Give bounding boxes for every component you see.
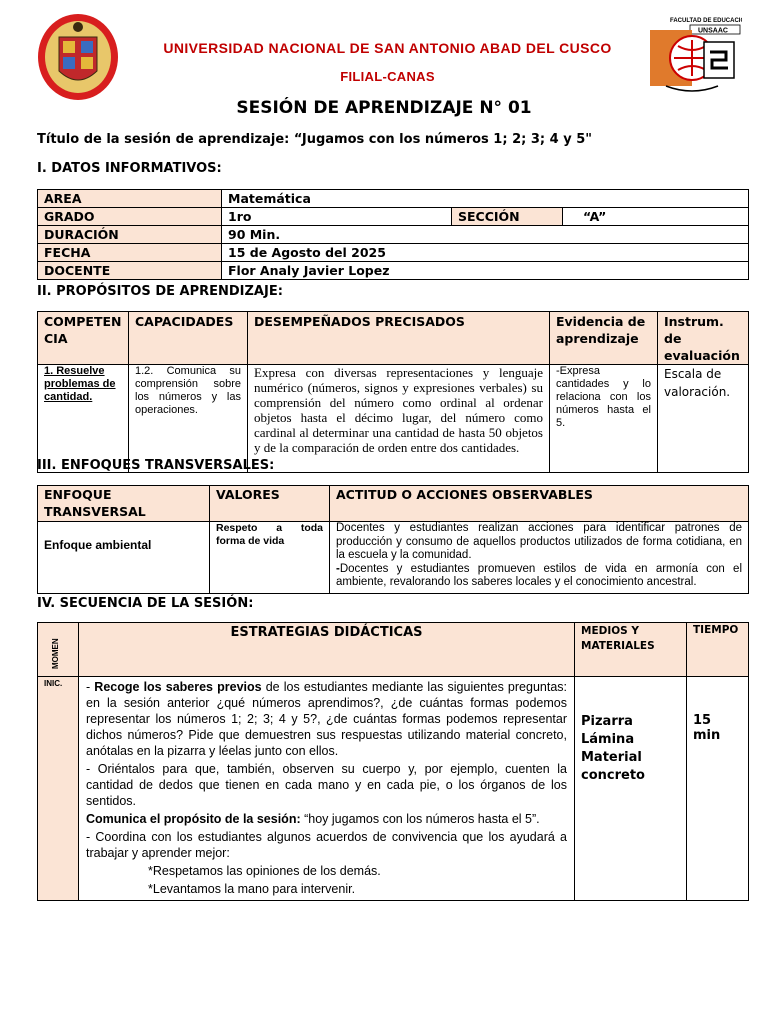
estrategias-cell xyxy=(79,677,575,901)
section-secuencia-heading: IV. SECUENCIA DE LA SESIÓN: xyxy=(37,596,254,611)
duracion-label: DURACIÓN xyxy=(38,226,222,244)
estrategia-text: de los estudiantes mediante las siguientes preguntas: en la sesión anterior ¿qué números aprendimos?, ¿de cuántas formas podemos representar los números 1; 2; 3; 4 y 5?, ¿de cuántas formas podemos representar dichos números? Pide que demuestren sus respuestas utilizando material concreto, anótalas en la pizarra y léelas junto con ellos. xyxy=(86,680,568,758)
tiempo-cell: 15 min xyxy=(687,677,749,901)
estrategia-bold: Recoge los saberes previos xyxy=(94,680,262,694)
desempeno-cell: Expresa con diversas representaciones y lenguaje numérico (números, signos y expresiones verbales) su comprensión del número como ordinal al ordenar objetos hasta el décimo lugar, del número como cardinal al determinar una cantidad de hasta 50 objetos y de la comparación de orden entre dos cantidades. xyxy=(248,365,550,473)
filial-name: FILIAL-CANAS xyxy=(340,69,435,84)
grado-label: GRADO xyxy=(38,208,222,226)
header-momento xyxy=(38,623,79,677)
section-propositos-heading: II. PROPÓSITOS DE APRENDIZAJE: xyxy=(37,284,283,299)
medios-cell xyxy=(575,677,687,901)
header-evidencia: Evidencia de aprendizaje xyxy=(550,312,658,365)
area-label: AREA xyxy=(38,190,222,208)
actitud-cell xyxy=(330,522,749,594)
unsaac-logo-text: UNSAAC xyxy=(698,27,728,35)
table-row xyxy=(38,522,749,594)
instrumento-cell: Escala de valoración. xyxy=(658,365,749,473)
table-row xyxy=(38,262,749,280)
session-title xyxy=(37,132,592,147)
table-header-row xyxy=(38,486,749,522)
medio-item: Pizarra xyxy=(581,714,633,729)
section-datos-heading: I. DATOS INFORMATIVOS: xyxy=(37,161,222,176)
seccion-value: “A” xyxy=(563,208,749,226)
header-competencia: COMPETEN CIA xyxy=(38,312,129,365)
header-actitud: ACTITUD O ACCIONES OBSERVABLES xyxy=(330,486,749,522)
actitud-text-1: Docentes y estudiantes realizan acciones para identificar patrones de producción y consumo de aquellos productos utilizados de forma cotidiana, en la escuela y la comunidad. xyxy=(336,522,742,561)
docente-value: Flor Analy Javier Lopez xyxy=(222,262,749,280)
header-capacidades: CAPACIDADES xyxy=(129,312,248,365)
estrategia-text: “hoy jugamos con los números hasta el 5”. xyxy=(300,812,540,826)
table-header-row xyxy=(38,623,749,677)
table-row xyxy=(38,365,749,473)
estrategia-paragraph-4: - Coordina con los estudiantes algunos acuerdos de convivencia que los ayudará a trabajar y aprender mejor: xyxy=(86,830,567,860)
actitud-text-2: Docentes y estudiantes promueven estilos de vida en armonía con el ambiente, revalorando los saberes locales y el conocimiento ancestral. xyxy=(336,562,742,588)
faculty-logo xyxy=(646,12,742,98)
fecha-label: FECHA xyxy=(38,244,222,262)
table-row xyxy=(38,677,749,901)
header-desempenos: DESEMPEÑADOS PRECISADOS xyxy=(248,312,550,365)
estrategia-paragraph-5: *Respetamos las opiniones de los demás. xyxy=(148,864,381,878)
session-title-label: Título de la sesión de aprendizaje: xyxy=(37,132,290,147)
enfoques-table xyxy=(37,485,749,594)
fecha-value: 15 de Agosto del 2025 xyxy=(222,244,749,262)
estrategia-dash: - xyxy=(86,680,95,694)
header-momento-text: MOMEN xyxy=(51,638,60,669)
competencia-cell: 1. Resuelve problemas de cantidad. xyxy=(38,365,129,473)
university-name: UNIVERSIDAD NACIONAL DE SAN ANTONIO ABAD DEL CUSCO xyxy=(163,40,612,56)
secuencia-table xyxy=(37,622,749,901)
table-row xyxy=(38,208,749,226)
header-medios: MEDIOS Y MATERIALES xyxy=(575,623,687,677)
momento-cell: INIC. xyxy=(38,677,79,901)
session-title-value: “Jugamos con los números 1; 2; 3; 4 y 5" xyxy=(293,132,593,147)
estrategia-paragraph-1 xyxy=(86,679,567,759)
actitud-dash: - xyxy=(336,562,340,575)
enfoque-cell: Enfoque ambiental xyxy=(38,522,210,594)
evidencia-cell: -Expresa cantidades y lo relaciona con los números hasta el 5. xyxy=(550,365,658,473)
university-seal-logo xyxy=(37,13,119,101)
docente-label: DOCENTE xyxy=(38,262,222,280)
header-estrategias: ESTRATEGIAS DIDÁCTICAS xyxy=(79,623,575,677)
datos-informativos-table xyxy=(37,189,749,280)
section-enfoques-heading: III. ENFOQUES TRANSVERSALES: xyxy=(37,458,275,473)
page-title: SESIÓN DE APRENDIZAJE N° 01 xyxy=(236,98,532,118)
header-tiempo: TIEMPO xyxy=(687,623,749,677)
faculty-logo-text: FACULTAD DE EDUCACION xyxy=(670,18,742,24)
grado-value: 1ro xyxy=(222,208,452,226)
table-row xyxy=(38,244,749,262)
table-header-row xyxy=(38,312,749,365)
propositos-table xyxy=(37,311,749,473)
medio-item: Lámina xyxy=(581,732,635,747)
table-row xyxy=(38,226,749,244)
header-instrumento: Instrum. de evaluación xyxy=(658,312,749,365)
duracion-value: 90 Min. xyxy=(222,226,749,244)
header-enfoque: ENFOQUE TRANSVERSAL xyxy=(38,486,210,522)
estrategia-paragraph-6: *Levantamos la mano para intervenir. xyxy=(148,882,356,896)
estrategia-paragraph-2: - Oriéntalos para que, también, observen su cuerpo y, por ejemplo, cuenten la cantidad de dedos que tienen en cada mano y en cada pie, o los órganos de los sentidos. xyxy=(86,762,567,808)
capacidad-cell: 1.2. Comunica su comprensión sobre los números y las operaciones. xyxy=(129,365,248,473)
valor-cell: Respeto a toda forma de vida xyxy=(210,522,330,594)
medio-item: Material concreto xyxy=(581,750,645,783)
estrategia-paragraph-3 xyxy=(86,811,567,827)
table-row xyxy=(38,190,749,208)
header-valores: VALORES xyxy=(210,486,330,522)
area-value: Matemática xyxy=(222,190,749,208)
seccion-label: SECCIÓN xyxy=(452,208,563,226)
estrategia-bold: Comunica el propósito de la sesión: xyxy=(86,812,301,826)
